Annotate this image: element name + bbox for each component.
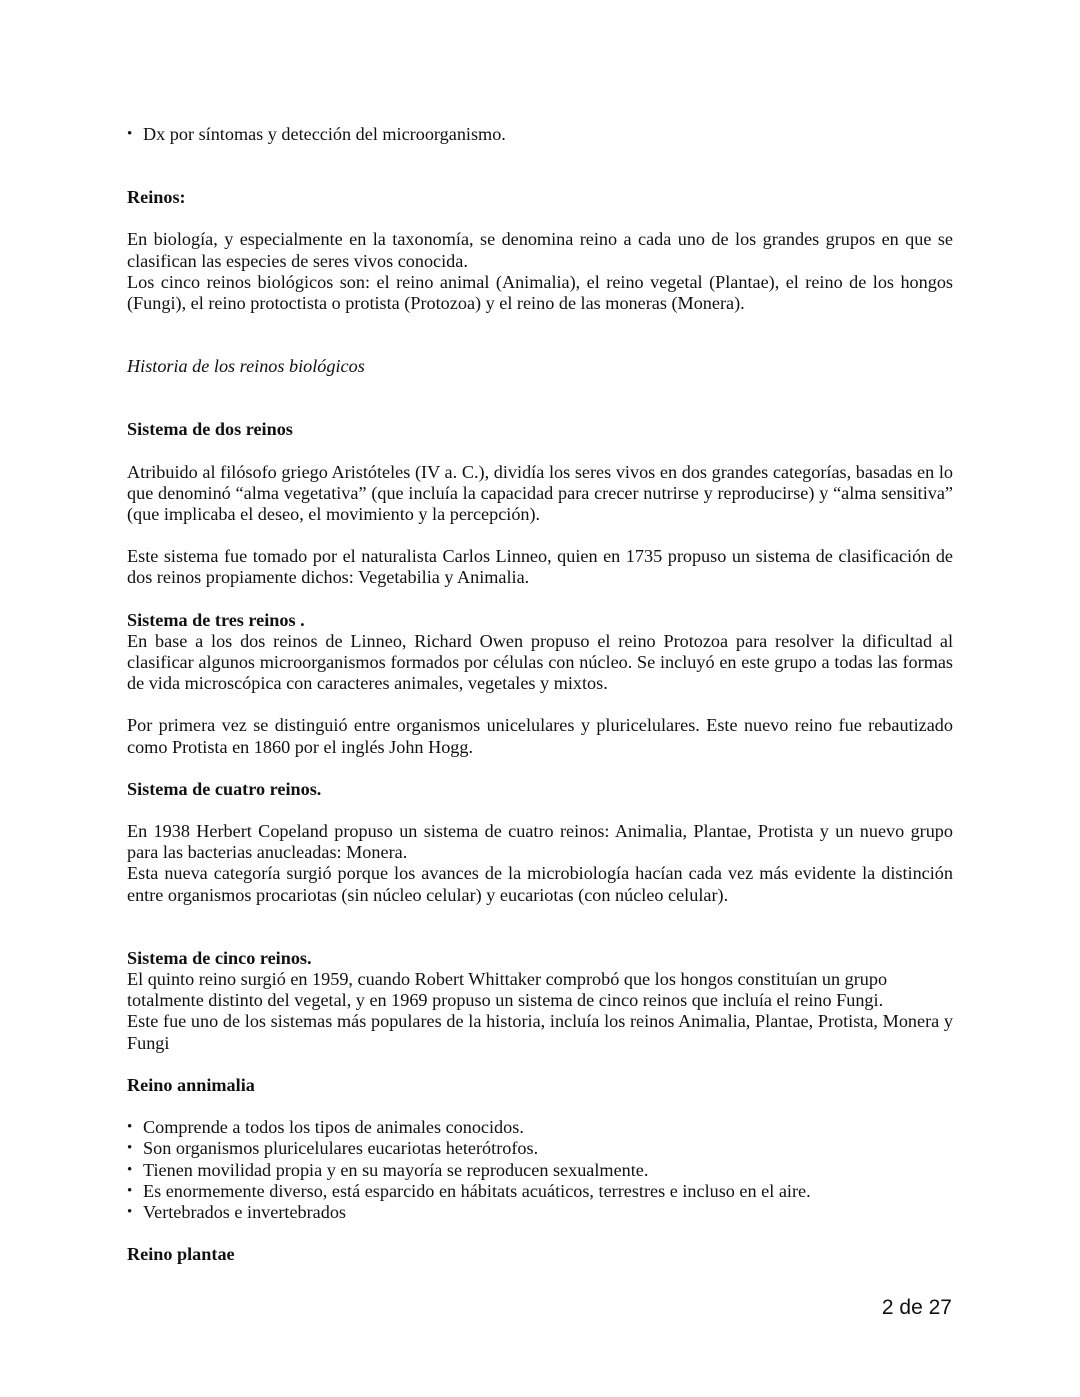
cinco-reinos-line-2: totalmente distinto del vegetal, y en 1969 propuso un sistema de cinco reinos que incluía el reino Fungi.	[127, 990, 884, 1011]
cinco-reinos-paragraph-2: Este fue uno de los sistemas más populares de la historia, incluía los reinos Animalia, Plantae, Protista, Monera y Fungi	[127, 1011, 953, 1053]
reino-animalia-heading: Reino annimalia	[127, 1074, 255, 1095]
bullet-icon: •	[127, 1161, 133, 1178]
tres-reinos-heading: Sistema de tres reinos .	[127, 609, 305, 630]
bullet-icon: •	[127, 1182, 133, 1199]
list-item-text: Son organismos pluricelulares eucariotas heterótrofos.	[143, 1138, 539, 1159]
cinco-reinos-heading: Sistema de cinco reinos.	[127, 947, 312, 968]
list-item-text: Vertebrados e invertebrados	[143, 1201, 347, 1222]
list-item-text: Tienen movilidad propia y en su mayoría se reproducen sexualmente.	[143, 1159, 649, 1180]
reinos-paragraph-1: En biología, y especialmente en la taxonomía, se denomina reino a cada uno de los grandes grupos en que se clasifican las especies de seres vivos conocida.	[127, 229, 953, 271]
cuatro-reinos-heading: Sistema de cuatro reinos.	[127, 778, 322, 799]
reinos-heading: Reinos:	[127, 187, 186, 208]
reino-plantae-heading: Reino plantae	[127, 1244, 235, 1265]
history-heading: Historia de los reinos biológicos	[127, 356, 365, 377]
list-item-text: Comprende a todos los tipos de animales conocidos.	[143, 1117, 524, 1138]
dos-reinos-paragraph-1: Atribuido al filósofo griego Aristóteles (IV a. C.), dividía los seres vivos en dos grandes categorías, basadas en lo que denominó “alma vegetativa” (que incluía la capacidad para crecer nutrirse y reproducirse) y “alma sensitiva” (que implicaba el deseo, el movimiento y la percepción).	[127, 461, 953, 525]
reinos-paragraph-2: Los cinco reinos biológicos son: el reino animal (Animalia), el reino vegetal (Plantae), el reino de los hongos (Fungi), el reino protoctista o protista (Protozoa) y el reino de las moneras (Monera).	[127, 271, 953, 314]
bullet-icon: •	[127, 1119, 133, 1136]
intro-bullet-list	[127, 124, 953, 145]
list-item-text: Es enormemente diverso, está esparcido en hábitats acuáticos, terrestres e incluso en el aire.	[143, 1180, 811, 1201]
bullet-icon: •	[127, 1203, 133, 1220]
cuatro-reinos-paragraph-2: Esta nueva categoría surgió porque los avances de la microbiología hacían cada vez más evidente la distinción entre organismos procariotas (sin núcleo celular) y eucariotas (con núcleo celular).	[127, 863, 953, 905]
bullet-icon: •	[127, 1140, 133, 1157]
document-page	[127, 124, 953, 1265]
list-item	[127, 1117, 953, 1138]
dos-reinos-heading: Sistema de dos reinos	[127, 419, 293, 440]
list-item	[127, 1160, 953, 1181]
tres-reinos-paragraph-2: Por primera vez se distinguió entre organismos unicelulares y pluricelulares. Este nuevo reino fue rebautizado como Protista en 1860 por el inglés John Hogg.	[127, 715, 953, 757]
tres-reinos-paragraph-1: En base a los dos reinos de Linneo, Richard Owen propuso el reino Protozoa para resolver la dificultad al clasificar algunos microorganismos formados por células con núcleo. Se incluyó en este grupo a todas las formas de vida microscópica con caracteres animales, vegetales y mixtos.	[127, 630, 953, 694]
list-item-text: Dx por síntomas y detección del microorganismo.	[143, 124, 506, 144]
reino-animalia-bullet-list	[127, 1117, 953, 1223]
dos-reinos-paragraph-2: Este sistema fue tomado por el naturalista Carlos Linneo, quien en 1735 propuso un sistema de clasificación de dos reinos propiamente dichos: Vegetabilia y Animalia.	[127, 546, 953, 588]
cinco-reinos-line-1: El quinto reino surgió en 1959, cuando Robert Whittaker comprobó que los hongos constituían un grupo	[127, 969, 888, 990]
list-item	[127, 1202, 953, 1223]
list-item	[127, 1181, 953, 1202]
cuatro-reinos-paragraph-1: En 1938 Herbert Copeland propuso un sistema de cuatro reinos: Animalia, Plantae, Protista y un nuevo grupo para las bacterias anucleadas: Monera.	[127, 821, 953, 863]
bullet-icon: •	[127, 126, 133, 142]
list-item	[127, 124, 953, 145]
list-item	[127, 1138, 953, 1159]
page-indicator: 2 de 27	[881, 1296, 952, 1319]
